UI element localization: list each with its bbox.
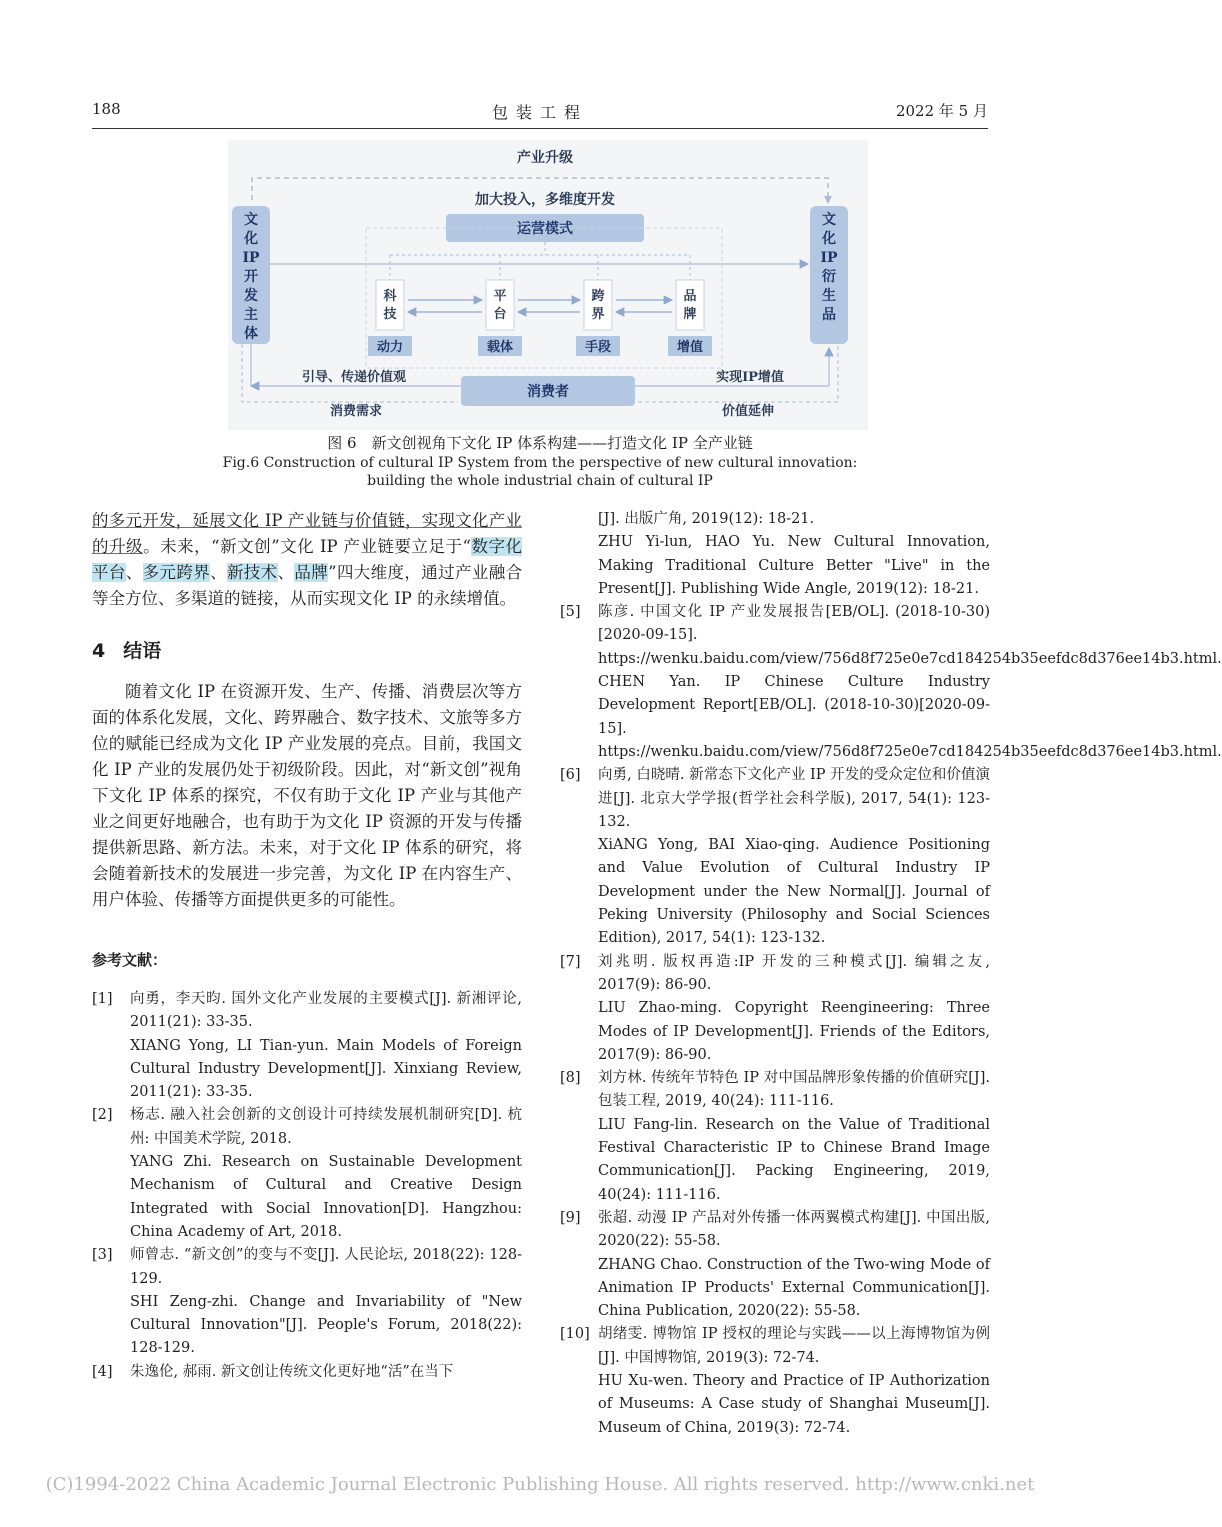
- copyright-footer: (C)1994-2022 China Academic Journal Electronic Publishing House. All rights reserved. http://www.cnki.net: [45, 1474, 1035, 1495]
- reference-item: [92, 1361, 522, 1384]
- reference-item: [560, 1323, 990, 1439]
- reference-text: 胡绪雯. 博物馆 IP 授权的理论与实践——以上海博物馆为例[J]. 中国博物馆, 2019(3): 72-74.: [598, 1326, 990, 1366]
- page-header: [92, 100, 988, 130]
- reference-text: 张超. 动漫 IP 产品对外传播一体两翼模式构建[J]. 中国出版, 2020(22): 55-58.: [598, 1209, 990, 1250]
- reference-text: 师曾志. “新文创”的变与不变[J]. 人民论坛, 2018(22): 128-129.: [130, 1247, 522, 1287]
- reference-text: 刘兆明. 版权再造:IP 开发的三种模式[J]. 编辑之友, 2017(9): 86-90.: [598, 953, 990, 993]
- figure-caption-en-line2: building the whole industrial chain of cultural IP: [367, 473, 713, 489]
- demand-label: 消费需求: [329, 404, 383, 419]
- highlight-brand: 品牌: [294, 563, 329, 582]
- reference-text: XIANG Yong, LI Tian-yun. Main Models of Foreign Cultural Industry Development[J]. Xinxiang Review, 2011(21): 33-35.: [130, 1037, 522, 1101]
- node-platform-label: 平台: [493, 289, 507, 322]
- reference-item: [92, 988, 522, 1104]
- reference-item: [560, 951, 990, 1067]
- reference-text: LIU Fang-lin. Research on the Value of Traditional Festival Characteristic IP to Chinese Brand Image Communication[J]. Packing Engineering, 2019, 40(24): 111-116.: [598, 1116, 990, 1203]
- reference-text: 向勇，李天昀. 国外文化产业发展的主要模式[J]. 新湘评论, 2011(21): 33-35.: [130, 991, 522, 1031]
- node-brand-label: 品牌: [683, 289, 697, 322]
- reference-text: ZHANG Chao. Construction of the Two-wing Mode of Animation IP Products' External Communication[J]. China Publication, 2020(22): 55-58.: [598, 1256, 990, 1320]
- reference-item: [92, 1104, 522, 1244]
- reference-text: 杨志. 融入社会创新的文创设计可持续发展机制研究[D]. 杭州: 中国美术学院, 2018.: [130, 1107, 522, 1147]
- reference-item: [560, 601, 1222, 764]
- ip-system-diagram: [228, 140, 868, 430]
- reference-text: SHI Zeng-zhi. Change and Invariability of "New Cultural Innovation"[J]. People's Forum, 2018(22): 128-129.: [130, 1293, 522, 1357]
- left-column: [92, 508, 522, 1384]
- conclusion-paragraph: 随着文化 IP 在资源开发、生产、传播、消费层次等方面的体系化发展，文化、跨界融合、数字技术、文旅等多方位的赋能已经成为文化 IP 产业发展的亮点。目前，我国文化 IP 产业的发展仍处于初级阶段。因此，对“新文创”视角下文化 IP 体系的探究，不仅有助于文化 IP 产业与其他产业之间更好地融合，也有助于为文化 IP 资源的开发与传播提供新思路、新方法。未来，对于文化 IP 体系的研究，将会随着新技术的发展进一步完善，为文化 IP 在内容生产、用户体验、传播等方面提供更多的可能性。: [92, 682, 522, 909]
- node-tech-tag: 动力: [376, 340, 404, 355]
- node-crossover-tag: 手段: [584, 340, 612, 355]
- right-box-label: 文化 IP 衍生品: [820, 212, 838, 323]
- underlined-text: 的多元开发，延展文化 IP 产业链与价值链，实现文化产业的升级: [92, 511, 522, 556]
- reference-number: [3]: [92, 1247, 113, 1264]
- highlight-digital-platform: 数字化平台: [92, 537, 523, 582]
- value-label: 实现IP增值: [716, 370, 784, 385]
- reference-number: [9]: [560, 1209, 581, 1226]
- reference-text: [J]. 出版广角, 2019(12): 18-21.: [598, 511, 815, 527]
- reference-number: [1]: [92, 991, 113, 1007]
- reference-number: [2]: [92, 1107, 113, 1124]
- ops-label: 运营模式: [517, 221, 573, 237]
- reference-text: 向勇, 白晓晴. 新常态下文化产业 IP 开发的受众定位和价值演进[J]. 北京大学学报(哲学社会科学版), 2017, 54(1): 123-132.: [598, 767, 990, 830]
- reference-text: XiANG Yong, BAI Xiao-qing. Audience Positioning and Value Evolution of Cultural Industry IP Development under the New Normal[J]. Journal of Peking University (Philosophy and Social Sciences Edition), 2017, 54(1): 123-132.: [598, 837, 990, 947]
- page-number: 188: [92, 100, 121, 118]
- reference-item: [560, 508, 990, 601]
- header-rule: [92, 128, 988, 129]
- references-right: [560, 508, 1222, 1440]
- reference-item: [560, 1067, 990, 1207]
- reference-number: [7]: [560, 953, 581, 970]
- issue-date: 2022 年 5 月: [895, 102, 988, 120]
- guide-label: 引导、传递价值观: [301, 370, 407, 385]
- reference-text: ZHU Yi-lun, HAO Yu. New Cultural Innovation, Making Traditional Culture Better "Live" in the Present[J]. Publishing Wide Angle, 2019(12): 18-21.: [598, 534, 990, 597]
- reference-text: HU Xu-wen. Theory and Practice of IP Authorization of Museums: A Case study of Shanghai Museum[J]. Museum of China, 2019(3): 72-74.: [598, 1372, 990, 1436]
- extend-label: 价值延伸: [721, 404, 775, 419]
- reference-text: 刘方林. 传统年节特色 IP 对中国品牌形象传播的价值研究[J]. 包装工程, 2019, 40(24): 111-116.: [598, 1070, 990, 1110]
- figure-caption-cn: 图 6 新文创视角下文化 IP 体系构建——打造文化 IP 全产业链: [327, 434, 753, 452]
- reference-number: [10]: [560, 1326, 590, 1343]
- section-heading: [92, 636, 522, 663]
- section-title: 结语: [123, 640, 162, 662]
- reference-text: CHEN Yan. IP Chinese Culture Industry Development Report[EB/OL]. (2018-10-30)[2020-09-15]. https://wenku.baidu.com/view/756d8f725e0e7cd184254b35eefdc8d376ee14b3.html.: [598, 674, 1222, 760]
- reference-number: [5]: [560, 604, 581, 621]
- reference-text: 陈彦. 中国文化 IP 产业发展报告[EB/OL]. (2018-10-30)[2020-09-15]. https://wenku.baidu.com/view/756d8f725e0e7cd184254b35eefdc8d376ee14b3.html.: [598, 604, 1222, 667]
- invest-label: 加大投入，多维度开发: [475, 192, 615, 208]
- consumer-label: 消费者: [527, 384, 569, 400]
- node-brand-tag: 增值: [676, 340, 704, 355]
- top-label: 产业升级: [517, 150, 573, 166]
- reference-text: 朱逸伦, 郝雨. 新文创让传统文化更好地“活”在当下: [130, 1363, 454, 1380]
- node-crossover-label: 跨界: [591, 289, 605, 322]
- node-platform-tag: 载体: [486, 340, 514, 355]
- section-number: 4: [92, 640, 106, 662]
- reference-text: LIU Zhao-ming. Copyright Reengineering: Three Modes of IP Development[J]. Friends of the Editors, 2017(9): 86-90.: [598, 1000, 990, 1063]
- reference-item: [560, 764, 990, 950]
- reference-item: [560, 1207, 990, 1323]
- reference-number: [6]: [560, 767, 581, 784]
- left-box-label: 文化 IP 开发主体: [242, 212, 260, 342]
- figure-caption-en-line1: Fig.6 Construction of cultural IP System from the perspective of new cultural innovation:: [222, 455, 858, 471]
- references-title: 参考文献：: [92, 951, 168, 969]
- figure-6: [228, 140, 868, 430]
- figure-caption-en: [92, 454, 988, 490]
- highlight-new-tech: 新技术: [226, 563, 278, 582]
- reference-text: YANG Zhi. Research on Sustainable Development Mechanism of Cultural and Creative Design Integrated with Social Innovation[D]. Hangzhou: China Academy of Art, 2018.: [130, 1154, 522, 1240]
- node-tech-label: 科技: [383, 289, 397, 322]
- right-column: [560, 508, 1222, 1440]
- reference-number: [4]: [92, 1363, 113, 1380]
- journal-title: 包装工程: [491, 103, 588, 122]
- reference-item: [92, 1244, 522, 1360]
- paragraph-continued: 的多元开发，延展文化 IP 产业链与价值链，实现文化产业的升级。未来，“新文创”文化 IP 产业链要立足于“数字化平台、多元跨界、新技术、品牌”四大维度，通过产业融合等全方位、多渠道的链接，从而实现文化 IP 的永续增值。: [92, 511, 523, 608]
- reference-number: [8]: [560, 1070, 581, 1087]
- highlight-crossover: 多元跨界: [142, 563, 211, 582]
- references-left: [92, 988, 522, 1384]
